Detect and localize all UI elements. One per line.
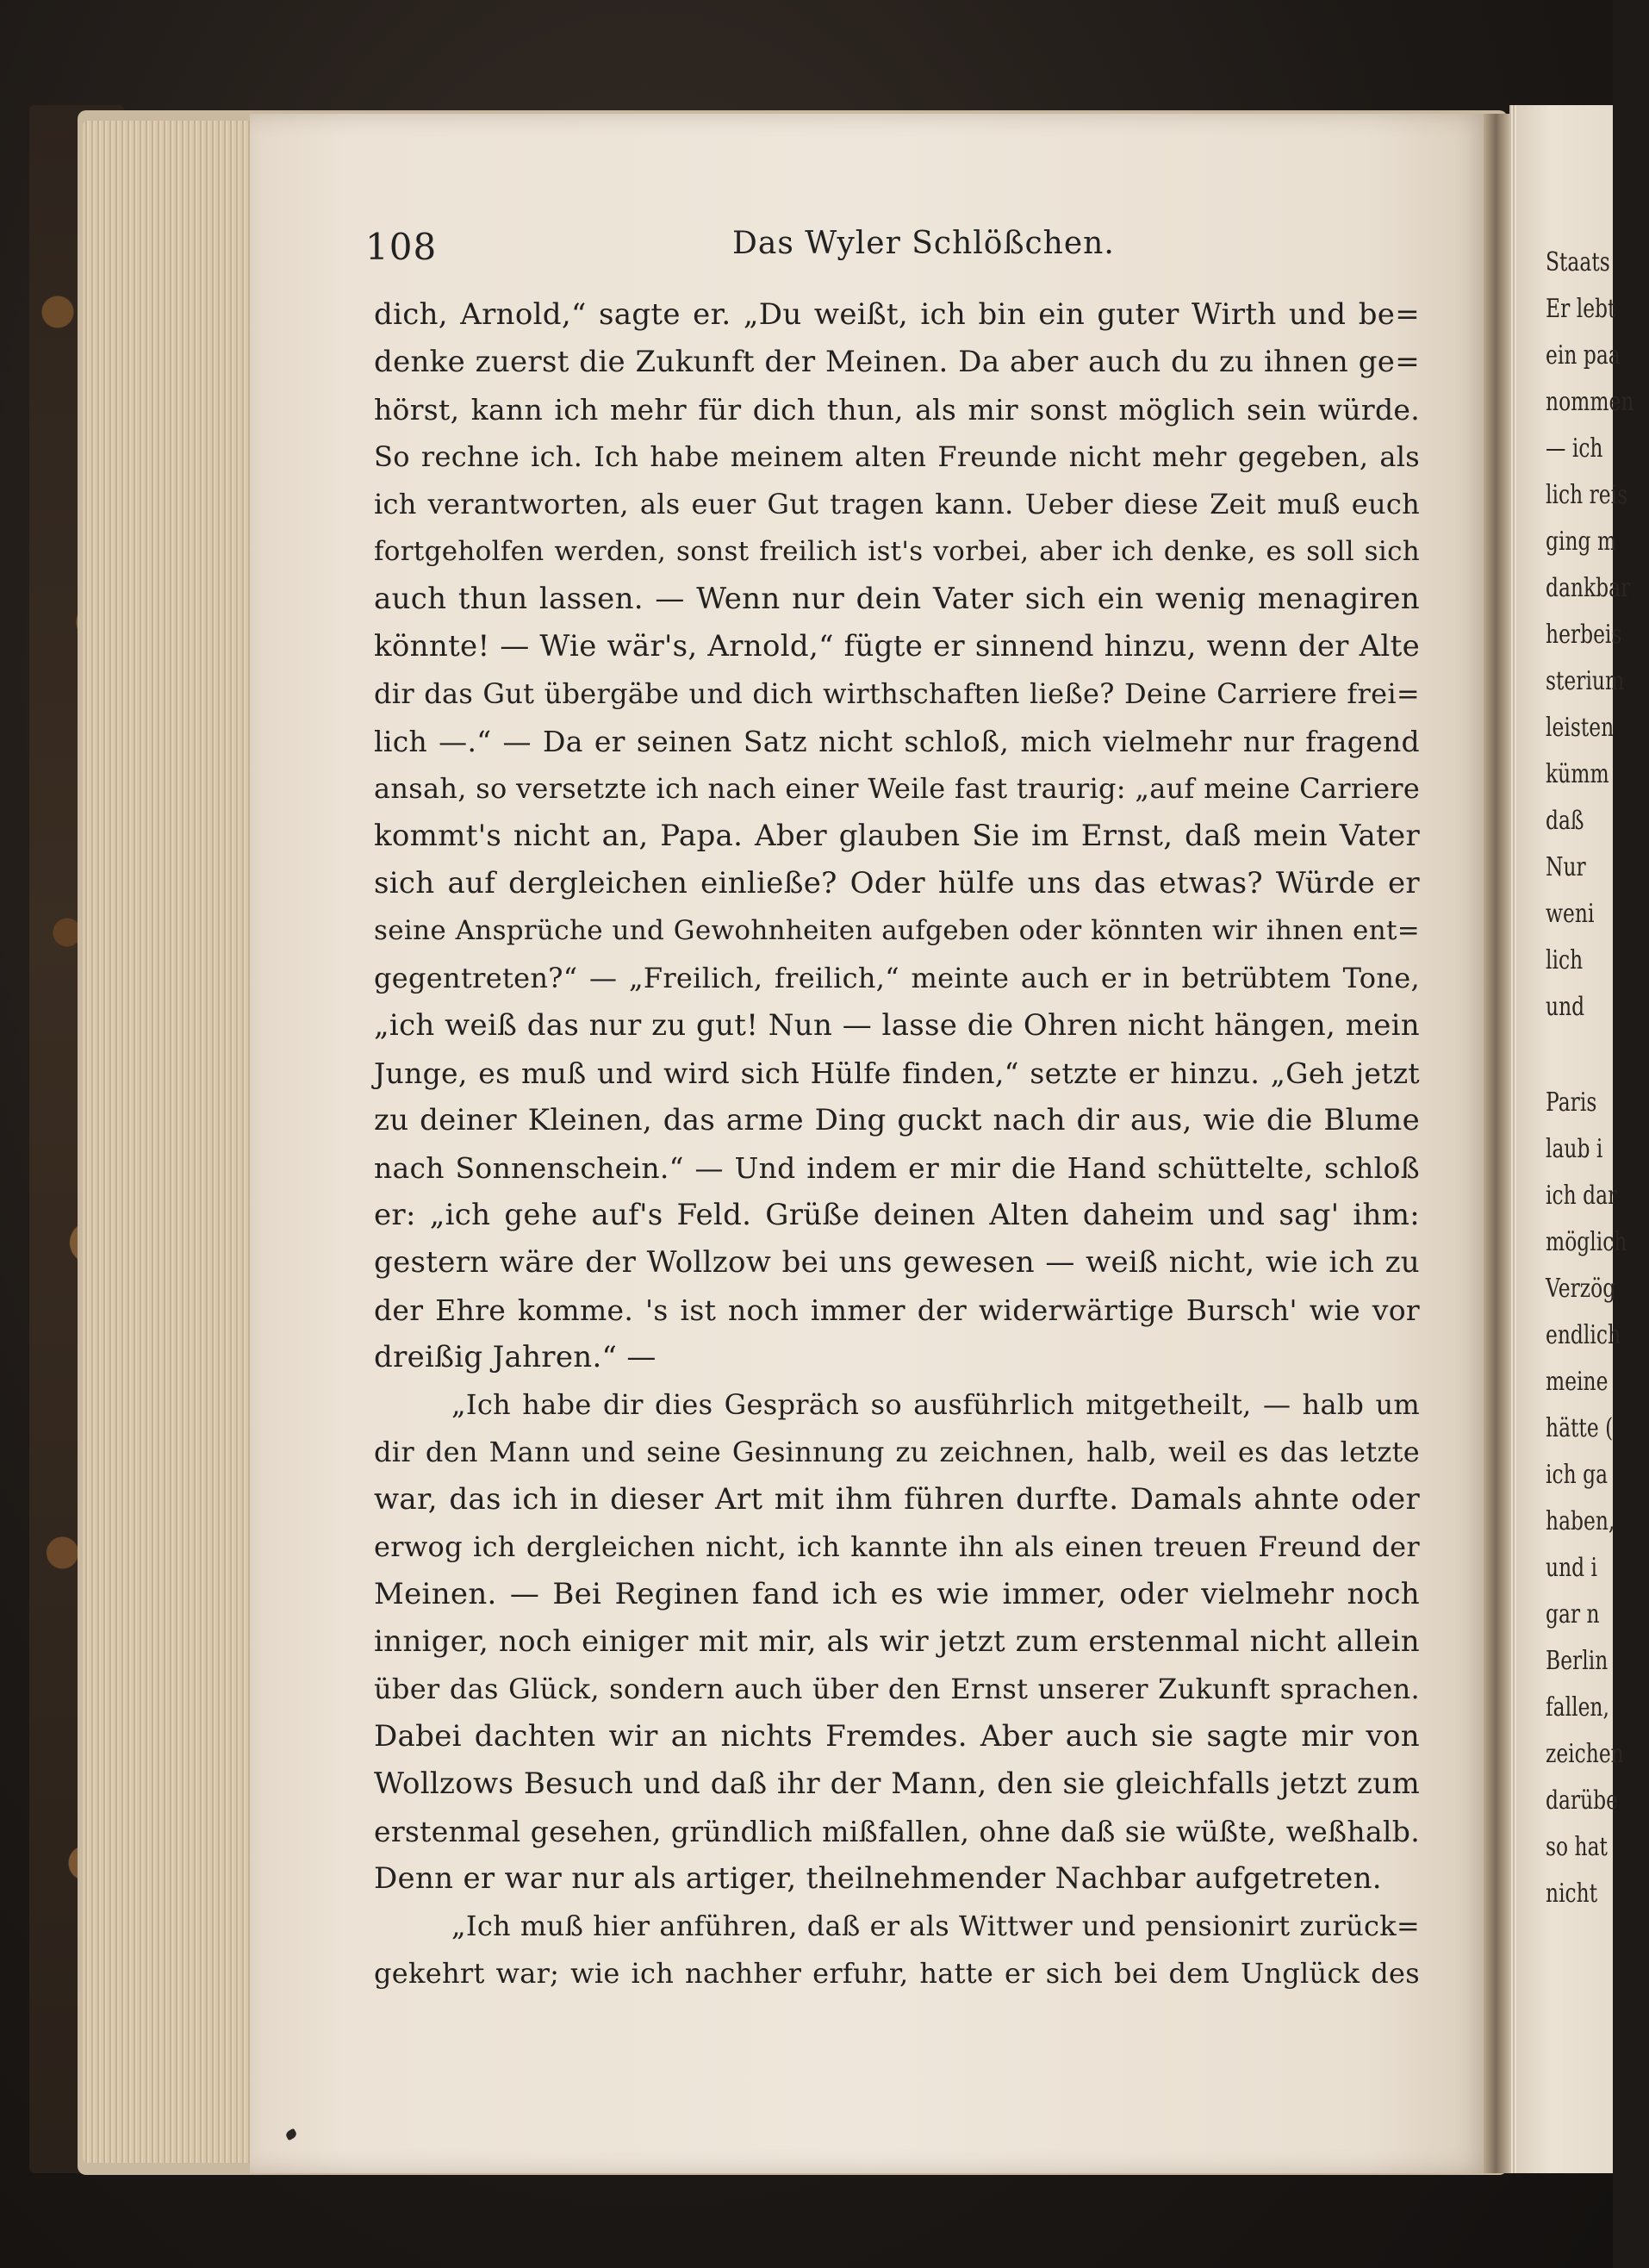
facing-page-fragment: meine — [1546, 1367, 1609, 1397]
facing-page-fragment: dankbar — [1546, 573, 1631, 603]
text-line: dreißig Jahren.“ — — [374, 1340, 656, 1374]
facing-page-fragment: gar n — [1546, 1599, 1600, 1629]
text-line: der Ehre komme. 's ist noch immer der widerwärtige Bursch' wie vor — [374, 1293, 1420, 1327]
text-line: gegentreten?“ — „Freilich, freilich,“ meinte auch er in betrübtem Tone, — [374, 962, 1420, 994]
text-line: nach Sonnenschein.“ — Und indem er mir die Hand schüttelte, schloß — [374, 1151, 1420, 1185]
text-line: „Ich habe dir dies Gespräch so ausführlich mitgetheilt, — halb um — [451, 1388, 1420, 1421]
text-line: Dabei dachten wir an nichts Fremdes. Aber auch sie sagte mir von — [374, 1719, 1420, 1754]
facing-page-fragment: zeichen — [1546, 1739, 1624, 1769]
text-line: inniger, noch einiger mit mir, als wir jetzt zum erstenmal nicht allein — [374, 1624, 1420, 1659]
text-line: kommt's nicht an, Papa. Aber glauben Sie im Ernst, daß mein Vater — [374, 819, 1420, 853]
page-number: 108 — [365, 226, 438, 268]
text-line: gekehrt war; wie ich nachher erfuhr, hatte er sich bei dem Unglück des — [374, 1957, 1420, 1990]
facing-page-edge — [1509, 105, 1634, 2173]
facing-page-fragment: nommen — [1546, 387, 1634, 417]
facing-page-fragment: laub i — [1546, 1134, 1603, 1164]
text-line: Junge, es muß und wird sich Hülfe finden,“ setzte er hinzu. „Geh jetzt — [374, 1056, 1420, 1090]
facing-page-fragment: Er lebt — [1546, 294, 1616, 324]
facing-page-fragment: darübe — [1546, 1785, 1619, 1816]
text-line: auch thun lassen. — Wenn nur dein Vater sich ein wenig menagiren — [374, 582, 1420, 616]
text-line: ich verantworten, als euer Gut tragen kann. Ueber diese Zeit muß euch — [374, 488, 1420, 520]
text-line: sich auf dergleichen einließe? Oder hülfe uns das etwas? Würde er — [374, 866, 1420, 900]
text-line: dir das Gut übergäbe und dich wirthschaften ließe? Deine Carriere frei= — [374, 677, 1420, 710]
text-line: über das Glück, sondern auch über den Ernst unserer Zukunft sprachen. — [374, 1673, 1420, 1705]
facing-page-fragment: herbeis — [1546, 620, 1622, 650]
page-edges — [83, 121, 252, 2163]
facing-page-fragment: ein paa — [1546, 340, 1621, 371]
text-line: Meinen. — Bei Reginen fand ich es wie immer, oder vielmehr noch — [374, 1577, 1420, 1611]
facing-page-fragment: fallen, — [1546, 1692, 1609, 1723]
text-line: zu deiner Kleinen, das arme Ding guckt nach dir aus, wie die Blume — [374, 1103, 1420, 1137]
text-line: Denn er war nur als artiger, theilnehmender Nachbar aufgetreten. — [374, 1861, 1382, 1896]
facing-page-fragment: haben, — [1546, 1506, 1615, 1536]
facing-page-fragment: Staats — [1546, 247, 1610, 277]
facing-page-fragment: ich dar — [1546, 1181, 1618, 1211]
facing-page-fragment: lich reis — [1546, 480, 1628, 510]
text-line: ansah, so versetzte ich nach einer Weile fast traurig: „auf meine Carriere — [374, 772, 1421, 805]
body-text — [374, 291, 1420, 1997]
text-line: erstenmal gesehen, gründlich mißfallen, ohne daß sie wüßte, weßhalb. — [374, 1815, 1420, 1848]
facing-page-fragment: möglich — [1546, 1227, 1627, 1257]
text-line: hörst, kann ich mehr für dich thun, als mir sonst möglich sein würde. — [374, 393, 1420, 427]
facing-page-fragment: kümm — [1546, 759, 1609, 789]
facing-page-fragment: Nur — [1546, 852, 1586, 882]
facing-page-fragment: ich ga — [1546, 1460, 1609, 1490]
facing-page-fragment: Berlin — [1546, 1646, 1609, 1676]
facing-page-fragment: und — [1546, 992, 1585, 1022]
text-line: seine Ansprüche und Gewohnheiten aufgeben oder könnten wir ihnen ent= — [374, 915, 1420, 946]
text-line: gestern wäre der Wollzow bei uns gewesen — weiß nicht, wie ich zu — [374, 1245, 1420, 1280]
facing-page-edge-line — [1509, 105, 1516, 2173]
running-head: Das Wyler Schlößchen. — [732, 226, 1115, 261]
text-line: lich —.“ — Da er seinen Satz nicht schloß, mich vielmehr nur fragend — [374, 725, 1420, 758]
text-line: Wollzows Besuch und daß ihr der Mann, den sie gleichfalls jetzt zum — [374, 1766, 1420, 1801]
facing-page-fragment: daß — [1546, 806, 1584, 836]
facing-page-fragment: und i — [1546, 1553, 1598, 1583]
text-line: So rechne ich. Ich habe meinem alten Freunde nicht mehr gegeben, als — [374, 440, 1420, 473]
facing-page-fragment: sterium — [1546, 666, 1625, 696]
text-line: war, das ich in dieser Art mit ihm führen durfte. Damals ahnte oder — [374, 1482, 1420, 1517]
facing-page-fragment: hätte ( — [1546, 1413, 1614, 1443]
facing-page-fragment: so hat — [1546, 1832, 1608, 1862]
facing-page-fragment: endlich — [1546, 1320, 1621, 1350]
text-line: fortgeholfen werden, sonst freilich ist's vorbei, aber ich denke, es soll sich — [374, 536, 1420, 567]
text-line: „Ich muß hier anführen, daß er als Wittwer und pensionirt zurück= — [451, 1910, 1420, 1942]
facing-page-fragment: Verzög — [1546, 1274, 1616, 1304]
facing-page-fragment: nicht — [1546, 1879, 1598, 1909]
text-line: dir den Mann und seine Gesinnung zu zeichnen, halb, weil es das letzte — [374, 1436, 1420, 1468]
book-gutter — [1484, 114, 1511, 2173]
facing-page-fragment: ging m — [1546, 526, 1617, 557]
text-line: erwog ich dergleichen nicht, ich kannte ihn als einen treuen Freund der — [374, 1530, 1420, 1563]
facing-page-fragment: leisten — [1546, 713, 1615, 743]
text-line: könnte! — Wie wär's, Arnold,“ fügte er sinnend hinzu, wenn der Alte — [374, 629, 1420, 664]
text-line: dich, Arnold,“ sagte er. „Du weißt, ich bin ein guter Wirth und be= — [374, 297, 1420, 332]
facing-page-fragment: Paris — [1546, 1087, 1597, 1118]
text-line: er: „ich gehe auf's Feld. Grüße deinen Alten daheim und sag' ihm: — [374, 1198, 1420, 1232]
text-line: „ich weiß das nur zu gut! Nun — lasse die Ohren nicht hängen, mein — [374, 1008, 1420, 1043]
facing-page-fragment: — ich — [1546, 433, 1603, 464]
facing-page-fragment: lich — [1546, 945, 1584, 975]
text-line: denke zuerst die Zukunft der Meinen. Da aber auch du zu ihnen ge= — [374, 345, 1420, 379]
facing-page-fragment: weni — [1546, 899, 1595, 929]
